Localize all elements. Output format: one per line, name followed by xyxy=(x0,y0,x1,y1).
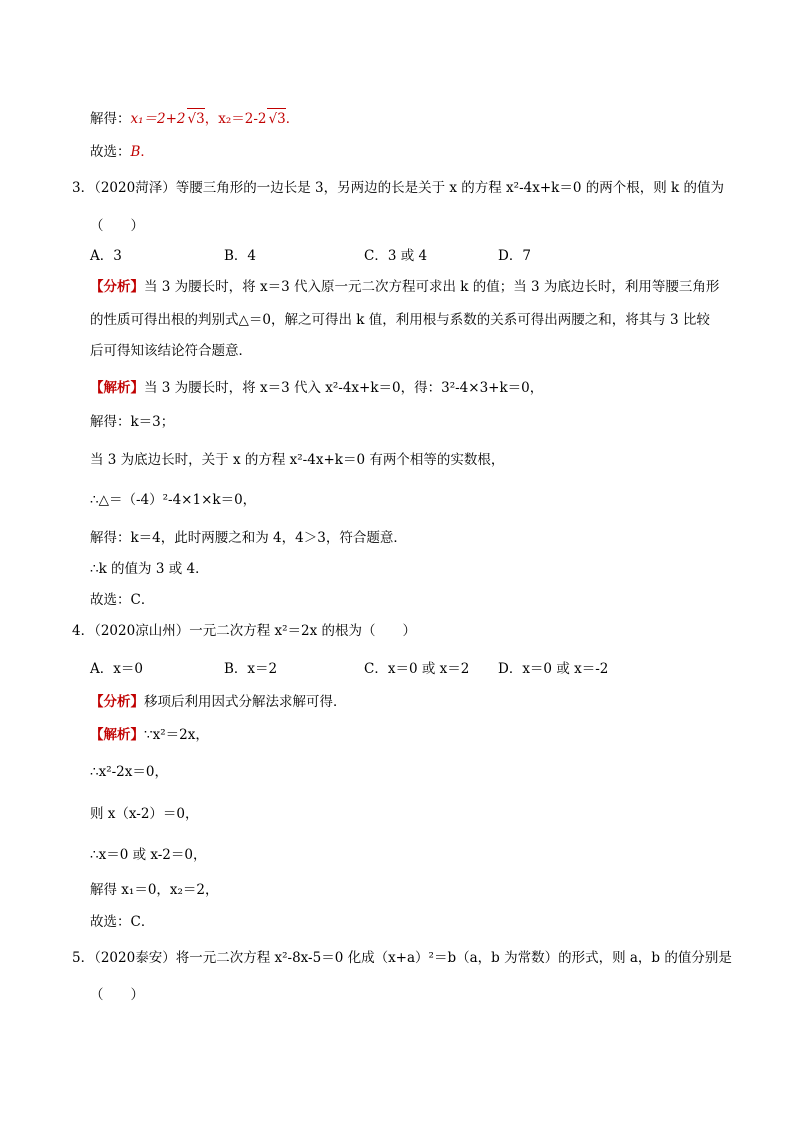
choice-line-prev xyxy=(90,142,154,162)
q4-stem: 4．（2020凉山州）一元二次方程 x²＝2x 的根为（ ） xyxy=(72,623,417,639)
q4-solution-line-2: ∴x²-2x＝0， xyxy=(90,764,168,780)
q4-choice-line: 故选：C． xyxy=(90,914,155,930)
choice-value: B xyxy=(130,144,141,160)
sqrt-term-2: √3 xyxy=(267,108,285,129)
analysis-text: 当 3 为腰长时，将 x＝3 代入原一元二次方程可求出 k 的值；当 3 为底边长时，利用等腰三角形 xyxy=(144,279,720,295)
q3-solution-line-4: ∴△＝（-4）²-4×1×k＝0， xyxy=(90,492,257,508)
q4-option-b: B．x＝2 xyxy=(224,661,278,677)
analysis-tag: 【分析】 xyxy=(90,694,144,710)
q3-option-d: D．7 xyxy=(498,248,531,264)
analysis-text: 移项后利用因式分解法求解可得． xyxy=(144,694,347,710)
q3-solution-line-5: 解得：k＝4，此时两腰之和为 4，4＞3，符合题意． xyxy=(90,530,407,546)
q3-options xyxy=(90,246,730,266)
q3-solution-line-6: ∴k 的值为 3 或 4． xyxy=(90,561,209,577)
q4-solution-line-1 xyxy=(90,725,209,745)
q3-choice-line: 故选：C． xyxy=(90,592,155,608)
choice-label: 故选： xyxy=(90,144,131,160)
analysis-tag: 【分析】 xyxy=(90,279,144,295)
q3-stem-line-1: 3．（2020菏泽）等腰三角形的一边长是 3，另两边的长是关于 x 的方程 x²-4x+k＝0 的两个根，则 k 的值为 xyxy=(72,180,724,196)
solution-tag: 【解析】 xyxy=(90,727,144,743)
solution-text: 当 3 为腰长时，将 x＝3 代入 x²-4x+k＝0，得：3²-4×3+k＝0， xyxy=(144,380,544,396)
q4-solution-line-4: ∴x＝0 或 x-2＝0， xyxy=(90,847,207,863)
solve-label: 解得： xyxy=(90,111,131,127)
q4-options xyxy=(90,659,730,679)
q4-option-d: D．x＝0 或 x＝-2 xyxy=(498,661,609,677)
q3-option-b: B．4 xyxy=(224,248,257,264)
period: ． xyxy=(285,111,300,127)
solution-line-roots xyxy=(90,108,299,129)
q3-analysis-line-1 xyxy=(90,277,719,297)
q3-option-c: C．3 或 4 xyxy=(364,248,428,264)
q3-analysis-line-2: 的性质可得出根的判别式△＝0，解之可得出 k 值，利用根与系数的关系可得出两腰之和，将其与 3 比较 xyxy=(90,312,710,328)
q5-stem-line-1: 5．（2020泰安）将一元二次方程 x²-8x-5＝0 化成（x+a）²＝b（a，b 为常数）的形式，则 a，b 的值分别是 xyxy=(72,950,732,966)
x2-expression: ，x₂＝2-2 xyxy=(204,111,267,127)
q4-option-c: C．x＝0 或 x＝2 xyxy=(364,661,470,677)
solution-tag: 【解析】 xyxy=(90,380,144,396)
q3-analysis-line-3: 后可得知该结论符合题意． xyxy=(90,343,252,359)
q3-option-a: A．3 xyxy=(90,248,122,264)
q4-option-a: A．x＝0 xyxy=(90,661,143,677)
q4-analysis-line xyxy=(90,692,347,712)
solution-text: ∵x²＝2x， xyxy=(144,727,209,743)
q4-solution-line-5: 解得 x₁＝0，x₂＝2， xyxy=(90,882,219,898)
q4-solution-line-3: 则 x（x-2）＝0， xyxy=(90,806,199,822)
q3-stem-line-2: （ ） xyxy=(90,218,144,234)
x1-expression: x₁＝2+2 xyxy=(130,111,186,127)
q3-solution-line-1 xyxy=(90,378,543,398)
sqrt-term-1: √3 xyxy=(187,108,205,129)
choice-end: ． xyxy=(140,144,154,160)
q5-stem-line-2: （ ） xyxy=(90,987,144,1003)
q3-solution-line-3: 当 3 为底边长时，关于 x 的方程 x²-4x+k＝0 有两个相等的实数根， xyxy=(90,452,505,468)
q3-solution-line-2: 解得：k＝3； xyxy=(90,414,175,430)
